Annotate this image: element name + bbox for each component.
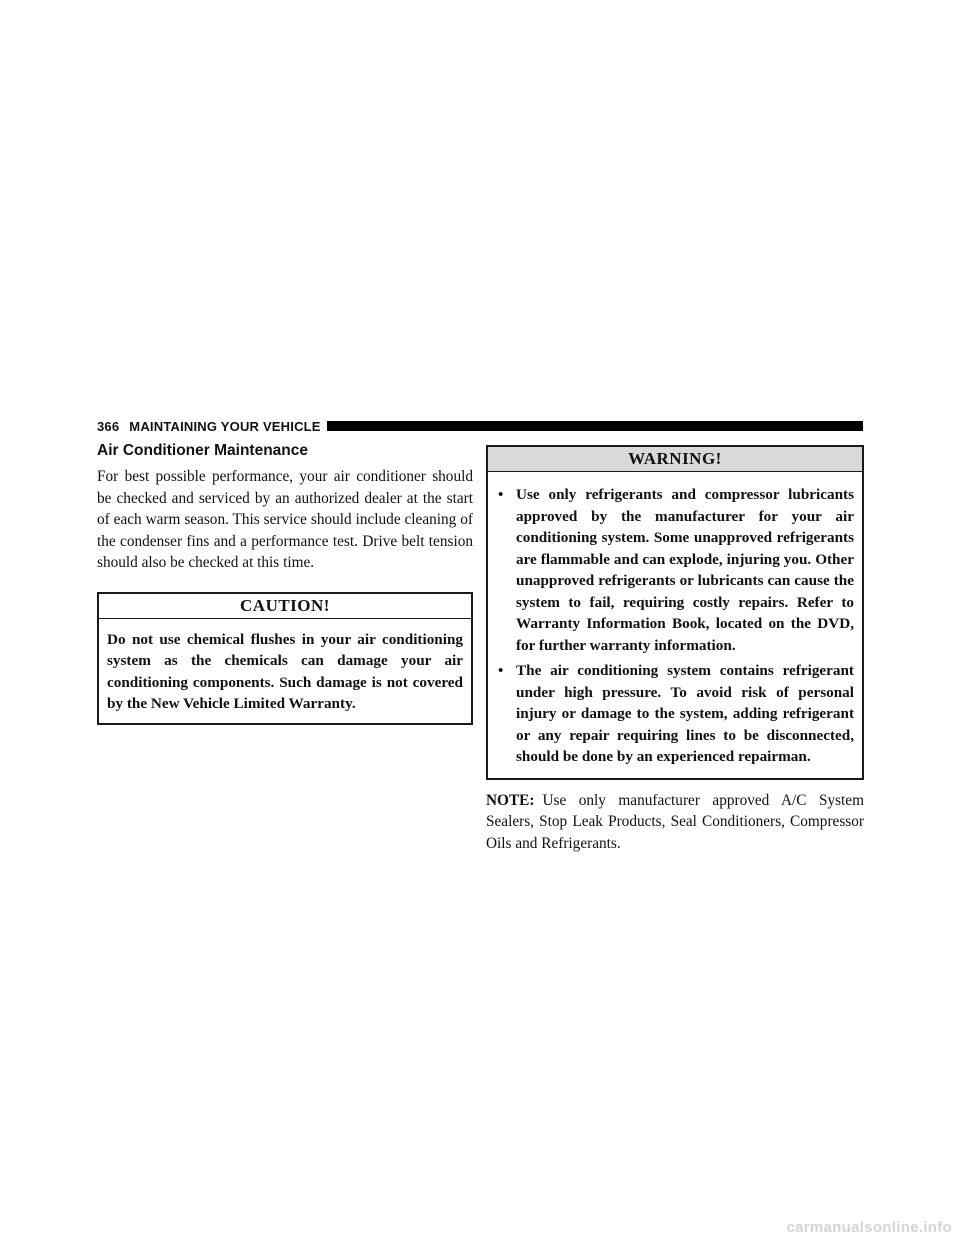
header-rule: [327, 421, 863, 431]
note-paragraph: [486, 790, 864, 855]
caution-title: CAUTION!: [99, 594, 471, 619]
note-label: NOTE:: [486, 791, 535, 809]
watermark: carmanualsonline.info: [786, 1219, 952, 1236]
page-number: 366: [97, 418, 120, 434]
bullet-icon: •: [498, 662, 504, 679]
section-title: MAINTAINING YOUR VEHICLE: [129, 418, 321, 434]
caution-box: [97, 592, 473, 725]
left-column: [97, 440, 473, 725]
body-paragraph: For best possible performance, your air conditioner should be checked and serviced by an authorized dealer at the start of each warm season. This service should include cleaning of the condenser fins and a performance test. Drive belt tension should also be checked at this time.: [97, 468, 473, 571]
warning-item-text: The air conditioning system contains refrigerant under high pressure. To avoid risk of personal injury or damage to the system, adding refrigerant or any repair requiring lines to be disconnected, should be done by an experienced repairman.: [516, 662, 854, 765]
warning-item: [496, 660, 854, 768]
note-text: Use only manufacturer approved A/C System Sealers, Stop Leak Products, Seal Conditioners, Compressor Oils and Refrigerants.: [486, 791, 864, 852]
warning-list: [488, 472, 862, 778]
page-header: [97, 417, 863, 435]
right-column: [486, 445, 864, 869]
caution-text: Do not use chemical flushes in your air conditioning system as the chemicals can damage your air conditioning components. Such damage is not covered by the New Vehicle Limited Warranty.: [107, 630, 463, 712]
warning-title: WARNING!: [488, 447, 862, 472]
bullet-icon: •: [498, 486, 504, 503]
warning-box: [486, 445, 864, 780]
warning-item-text: Use only refrigerants and compressor lubricants approved by the manufacturer for your air conditioning system. Some unapproved refrigerants are flammable and can explode, injuring you. Other unapproved refrigerants or lubricants can cause the system to fail, requiring costly repairs. Refer to Warranty Information Book, located on the DVD, for further warranty information.: [516, 486, 854, 654]
warning-item: [496, 484, 854, 656]
section-heading: Air Conditioner Maintenance: [97, 442, 308, 459]
